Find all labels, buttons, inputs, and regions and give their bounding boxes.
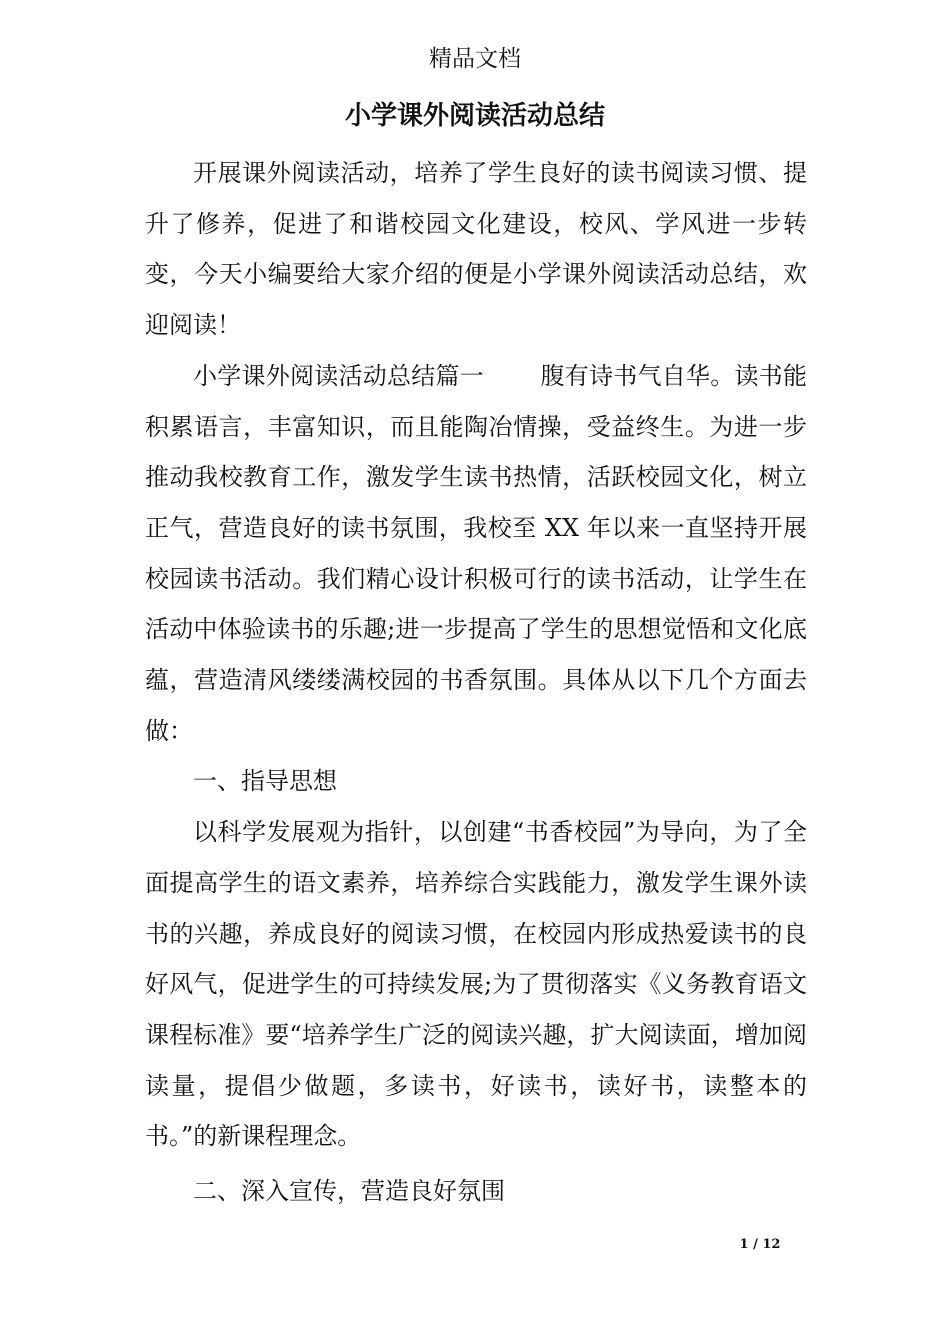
- page-header: 精品文档: [429, 46, 521, 72]
- document-title: 小学课外阅读活动总结: [344, 101, 605, 131]
- paragraph-section-one: 小学课外阅读活动总结篇一 腹有诗书气自华。读书能积累语言，丰富知识，而且能陶冶情操，受益终生。为进一步推动我校教育工作，激发学生读书热情，活跃校园文化，树立正气，营造良好的读书氛围，我校至 XX 年以来一直坚持开展校园读书活动。我们精心设计积极可行的读书活动，让学生在活动中体验读书的乐趣;进一步提高了学生的思想觉悟和文化底蕴，营造清风缕缕满校园的书香氛围。具体从以下几个方面去做：: [145, 361, 807, 745]
- heading-guiding-thought: 一、指导思想: [193, 767, 337, 796]
- heading-publicity: 二、深入宣传，营造良好氛围: [193, 1177, 505, 1206]
- paragraph-guiding-thought: 以科学发展观为指针，以创建“书香校园”为导向，为了全面提高学生的语文素养，培养综合实践能力，激发学生课外读书的兴趣，养成良好的阅读习惯，在校园内形成热爱读书的良好风气，促进学生的可持续发展;为了贯彻落实《义务教育语文课程标准》要“培养学生广泛的阅读兴趣，扩大阅读面，增加阅读量，提倡少做题，多读书，好读书，读好书，读整本的书。”的新课程理念。: [145, 818, 807, 1151]
- document-body: [145, 148, 807, 1217]
- paragraph-intro: 开展课外阅读活动，培养了学生良好的读书阅读习惯、提升了修养，促进了和谐校园文化建设，校风、学风进一步转变，今天小编要给大家介绍的便是小学课外阅读活动总结，欢迎阅读！: [145, 159, 807, 340]
- page-number: 1 / 12: [739, 1237, 781, 1252]
